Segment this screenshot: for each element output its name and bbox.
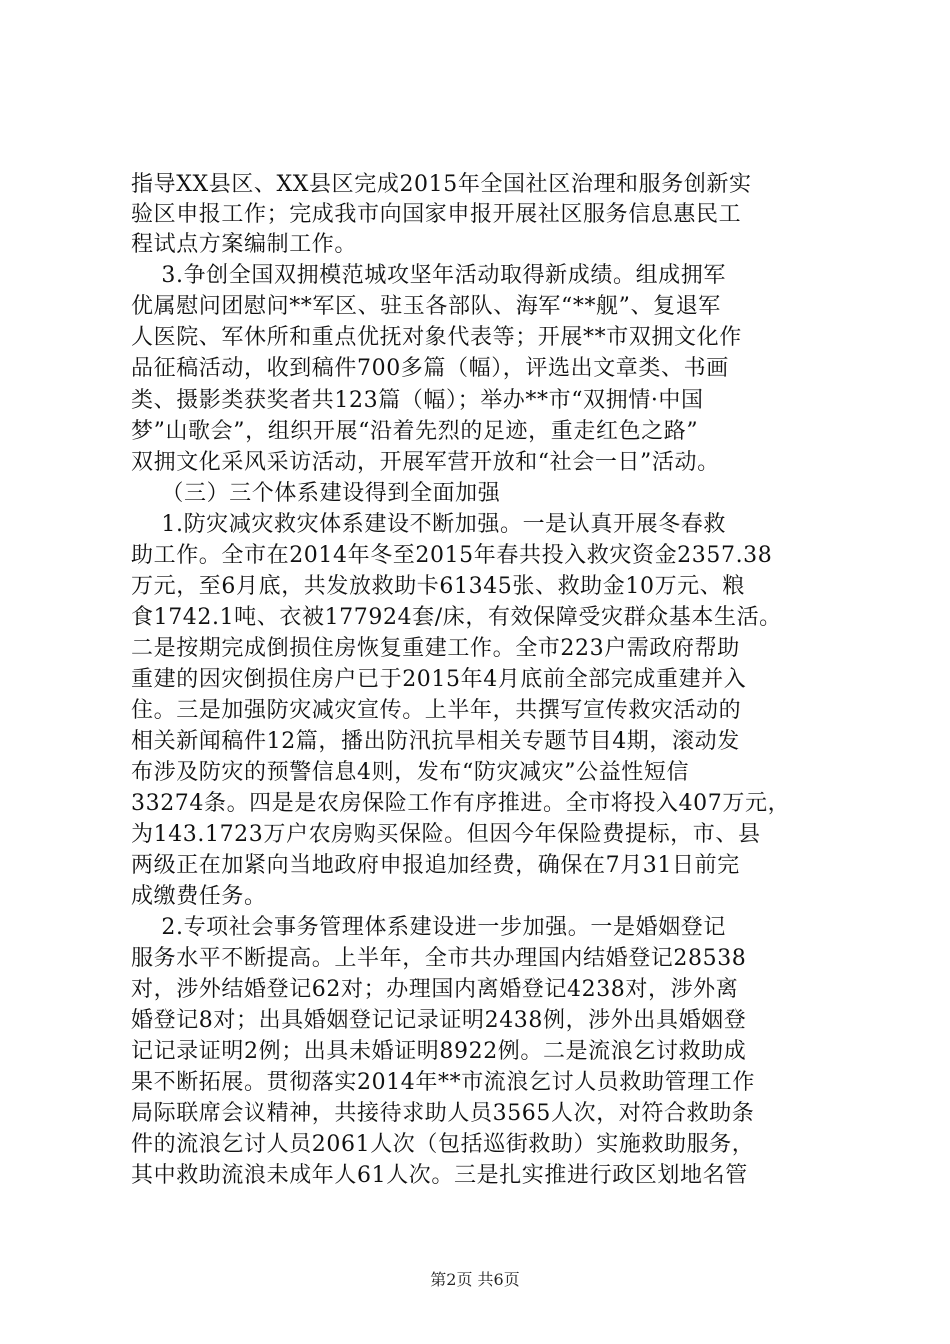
text-line: 优属慰问团慰问**军区、驻玉各部队、海军“**舰”、复退军 (131, 294, 721, 319)
text-line: 万元，至6月底，共发放救助卡61345张、救助金10万元、粮 (131, 574, 745, 599)
text-line: 人医院、军休所和重点优抚对象代表等；开展**市双拥文化作 (131, 325, 742, 350)
text-line: 品征稿活动，收到稿件700多篇（幅），评选出文章类、书画 (131, 356, 729, 381)
text-line: 果不断拓展。贯彻落实2014年**市流浪乞讨人员救助管理工作 (131, 1070, 755, 1095)
text-line: 为143.1723万户农房购买保险。但因今年保险费提标，市、县 (131, 822, 761, 847)
text-line: 33274条。四是是农房保险工作有序推进。全市将投入407万元， (131, 791, 791, 816)
text-line: 相关新闻稿件12篇，播出防汛抗旱相关专题节目4期，滚动发 (131, 729, 740, 754)
text-line: 3.争创全国双拥模范城攻坚年活动取得新成绩。组成拥军 (131, 263, 726, 288)
text-line: 记记录证明2例；出具未婚证明8922例。二是流浪乞讨救助成 (131, 1039, 747, 1064)
text-line: 件的流浪乞讨人员2061人次（包括巡街救助）实施救助服务， (131, 1132, 755, 1157)
text-line: 重建的因灾倒损住房户已于2015年4月底前全部完成重建并入 (131, 667, 747, 692)
text-line: 其中救助流浪未成年人61人次。三是扎实推进行政区划地名管 (131, 1163, 748, 1188)
text-line: 二是按期完成倒损住房恢复重建工作。全市223户需政府帮助 (131, 636, 740, 661)
text-line: 2.专项社会事务管理体系建设进一步加强。一是婚姻登记 (131, 915, 726, 940)
text-line: 对，涉外结婚登记62对；办理国内离婚登记4238对，涉外离 (131, 977, 739, 1002)
text-line: 成缴费任务。 (131, 884, 267, 909)
text-line: 指导XX县区、XX县区完成2015年全国社区治理和服务创新实 (131, 172, 752, 197)
text-line: 住。三是加强防灾减灾宣传。上半年，共撰写宣传救灾活动的 (131, 698, 742, 723)
text-line: 程试点方案编制工作。 (131, 232, 358, 257)
text-line: 类、摄影类获奖者共123篇（幅）；举办**市“双拥情·中国 (131, 388, 704, 413)
text-line: 两级正在加紧向当地政府申报追加经费，确保在7月31日前完 (131, 853, 740, 878)
text-line: 服务水平不断提高。上半年，全市共办理国内结婚登记28538 (131, 946, 747, 971)
text-line: 助工作。全市在2014年冬至2015年春共投入救灾资金2357.38 (131, 543, 773, 568)
page-number-footer: 第2页 共6页 (430, 1270, 520, 1289)
text-line: 食1742.1吨、衣被177924套/床，有效保障受灾群众基本生活。 (131, 605, 782, 630)
text-line: 验区申报工作；完成我市向国家申报开展社区服务信息惠民工 (131, 202, 742, 227)
text-line: 布涉及防灾的预警信息4则，发布“防灾减灾”公益性短信 (131, 760, 690, 785)
text-line: 婚登记8对；出具婚姻登记记录证明2438例，涉外出具婚姻登 (131, 1008, 747, 1033)
section-heading: （三）三个体系建设得到全面加强 (131, 481, 501, 506)
text-line: 1.防灾减灾救灾体系建设不断加强。一是认真开展冬春救 (131, 512, 726, 537)
text-line: 局际联席会议精神，共接待求助人员3565人次，对符合救助条 (131, 1101, 755, 1126)
text-line: 双拥文化采风采访活动，开展军营开放和“社会一日”活动。 (131, 450, 720, 475)
text-line: 梦”山歌会”，组织开展“沿着先烈的足迹，重走红色之路” (131, 419, 699, 444)
